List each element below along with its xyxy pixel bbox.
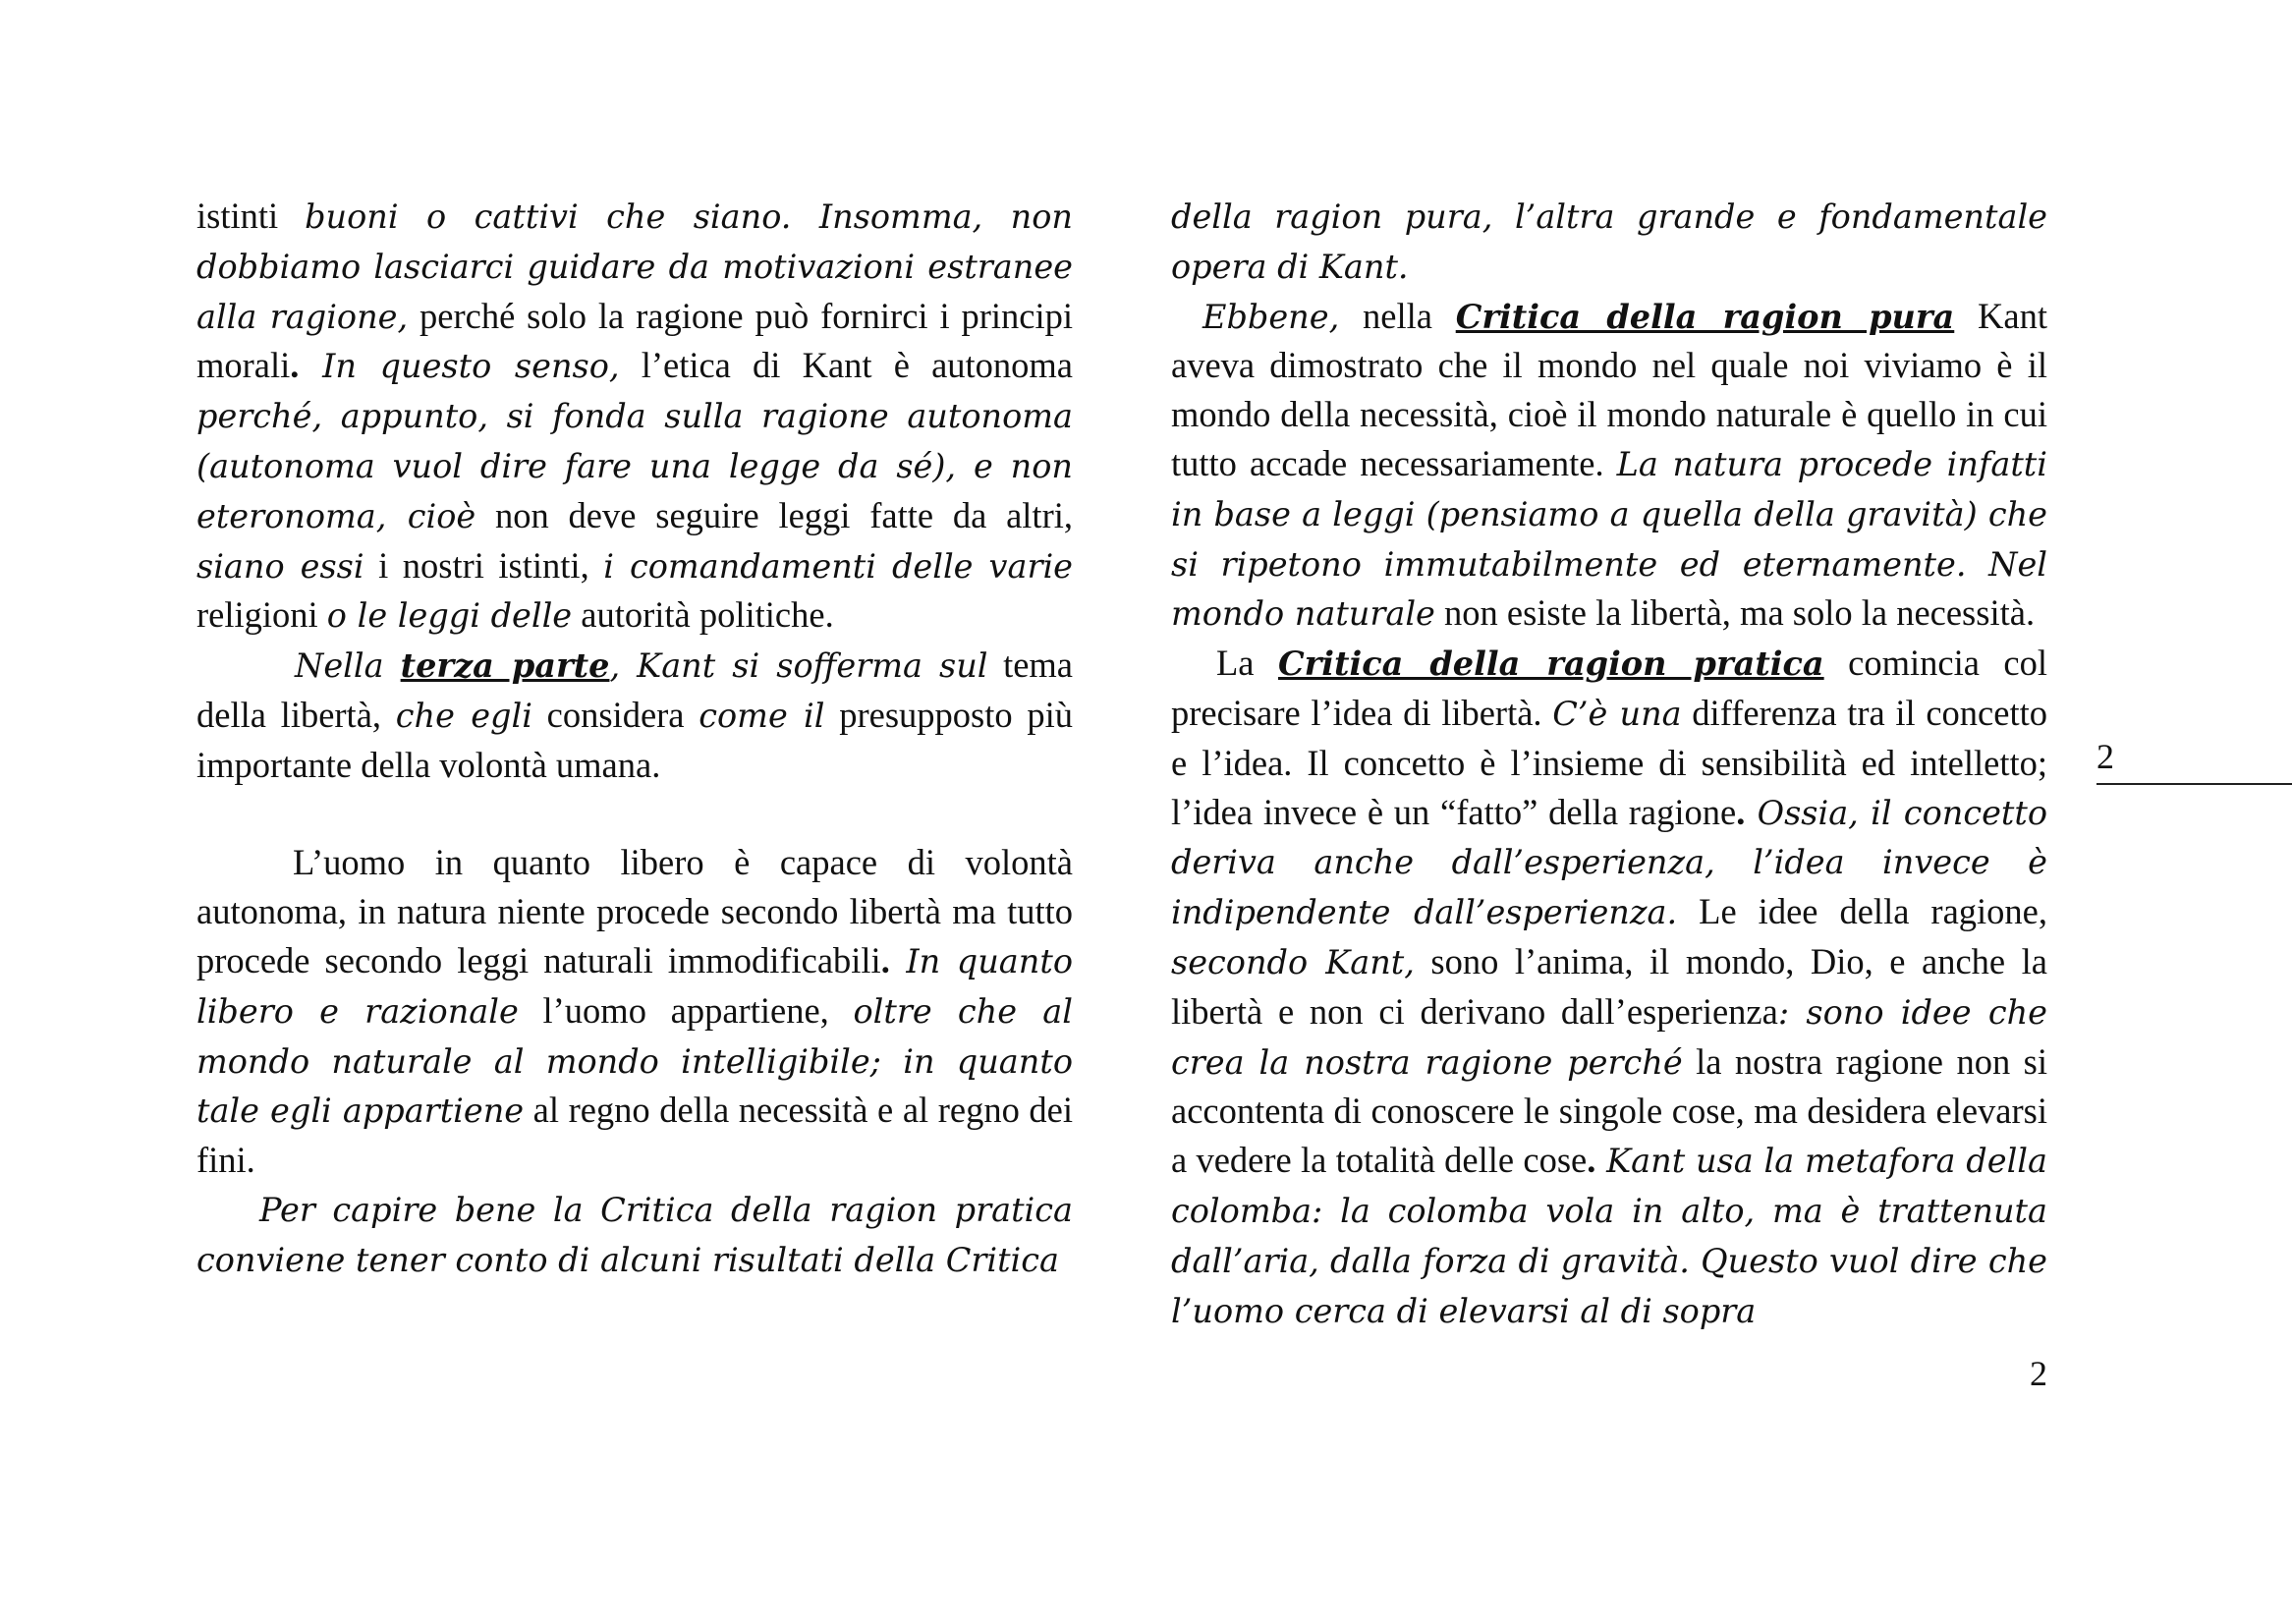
work-title: Critica della ragion pura — [1455, 297, 1955, 336]
italic-run: Nella — [295, 646, 401, 686]
text-run: . — [290, 345, 300, 386]
italic-run: o le leggi delle — [326, 596, 573, 636]
page-number: 2 — [2030, 1354, 2047, 1393]
italic-run: Per capire bene la Critica della ragion pratica conviene tener conto di alcuni risultati della Critica — [196, 1190, 1073, 1279]
text-run: Kant aveva dimostrato che il mondo nel quale noi viviamo è il mondo della necessità, cioè il mondo naturale è quello in cui tutto accade necessariamente. — [1171, 295, 2047, 483]
italic-run: i comandamenti delle varie — [603, 546, 1073, 586]
paragraph — [196, 838, 1073, 1185]
text-run: nella — [1339, 295, 1456, 336]
italic-run: , Kant si sofferma sul — [609, 646, 988, 686]
italic-run: che egli — [395, 696, 532, 735]
text-run: autorità politiche. — [572, 594, 834, 636]
margin-page-number: 2 — [2096, 737, 2114, 776]
italic-run: della ragion pura, l’altra grande e fondamentale opera di Kant. — [1171, 197, 2047, 286]
italic-run: C’è una — [1552, 694, 1682, 733]
text-run: la nostra ragione non si accontenta di conoscere le singole cose, ma desidera elevarsi a vedere la totalità delle cose — [1171, 1040, 2047, 1181]
italic-run: buoni o cattivi che siano. Insomma, non dobbiamo lasciarci guidare da motivazioni estranee alla ragione, — [196, 197, 1073, 336]
italic-run: In quanto libero e razionale — [196, 941, 1073, 1031]
text-run: . — [880, 939, 890, 980]
text-run: . — [1736, 791, 1746, 832]
blank-line — [196, 790, 1073, 839]
text-run: non deve seguire leggi fatte da altri, — [475, 494, 1073, 535]
italic-run: perché, appunto, si fonda sulla ragione autonoma (autonoma vuol dire fare una legge da sé), e non eteronoma, cioè — [196, 397, 1073, 535]
text-run: L’uomo in quanto libero è capace di volontà autonoma, in natura niente procede secondo libertà ma tutto procede secondo leggi naturali immodificabili — [196, 842, 1073, 980]
work-title: Critica della ragion pratica — [1278, 644, 1824, 684]
text-run: istinti — [196, 196, 306, 236]
italic-run: : sono idee che crea la nostra ragione perché — [1171, 992, 2047, 1082]
italic-run: oltre che al mondo naturale al mondo intelligibile; in quanto tale egli appartiene — [196, 991, 1073, 1131]
text-run: comincia col precisare l’idea di libertà. — [1171, 643, 2047, 733]
text-run: l’etica di Kant è autonoma — [619, 345, 1074, 386]
text-run: non esiste la libertà, ma solo la necessità. — [1434, 592, 2036, 634]
left-column — [196, 192, 1073, 1285]
text-run: al regno della necessità e al regno dei fini. — [196, 1090, 1073, 1181]
paragraph — [1171, 292, 2047, 640]
text-run: La — [1216, 643, 1278, 684]
text-run: sono l’anima, il mondo, Dio, e anche la libertà e non ci derivano dall’esperienza — [1171, 940, 2047, 1032]
paragraph — [196, 1185, 1073, 1285]
right-column — [1171, 192, 2047, 1335]
text-run: presupposto più importante della volontà umana. — [196, 694, 1073, 785]
italic-run: Ossia, il concetto deriva anche dall’esperienza, l’idea invece è indipendente dall’esperienza. — [1171, 793, 2047, 932]
paragraph — [1171, 639, 2047, 1335]
section-reference: terza parte — [400, 646, 610, 686]
text-run: considera — [531, 694, 699, 735]
italic-run: La natura procede infatti in base a leggi (pensiamo a quella della gravità) che si ripetono immutabilmente ed eternamente. Nel mondo naturale — [1171, 444, 2047, 634]
paragraph — [1171, 192, 2047, 292]
paragraph — [196, 192, 1073, 641]
text-run: religioni — [196, 594, 327, 636]
italic-run: come il — [699, 696, 825, 735]
text-run: i nostri istinti, — [363, 544, 604, 586]
text-run: differenza tra il concetto e l’idea. Il concetto è l’insieme di sensibilità ed intelletto; l’idea invece è un “fatto” della ragione — [1171, 692, 2047, 832]
text-run: Le idee della ragione, — [1677, 891, 2047, 932]
text-run: l’uomo appartiene, — [518, 989, 854, 1031]
italic-run: secondo Kant, — [1171, 942, 1415, 981]
text-run: tema della libertà, — [196, 644, 1074, 735]
text-run: perché solo la ragione può fornirci i principi morali — [196, 295, 1073, 386]
margin-rule — [2096, 783, 2292, 785]
text-run: . — [1587, 1140, 1596, 1181]
italic-run: Ebbene, — [1202, 297, 1340, 336]
italic-run: siano essi — [196, 546, 364, 586]
paragraph — [196, 641, 1073, 789]
italic-run: Kant usa la metafora della colomba: la colomba vola in alto, ma è trattenuta dall’aria, dalla forza di gravità. Questo vuol dire che l’uomo cerca di elevarsi al di sopra — [1171, 1142, 2047, 1330]
italic-run: In questo senso, — [299, 347, 620, 386]
